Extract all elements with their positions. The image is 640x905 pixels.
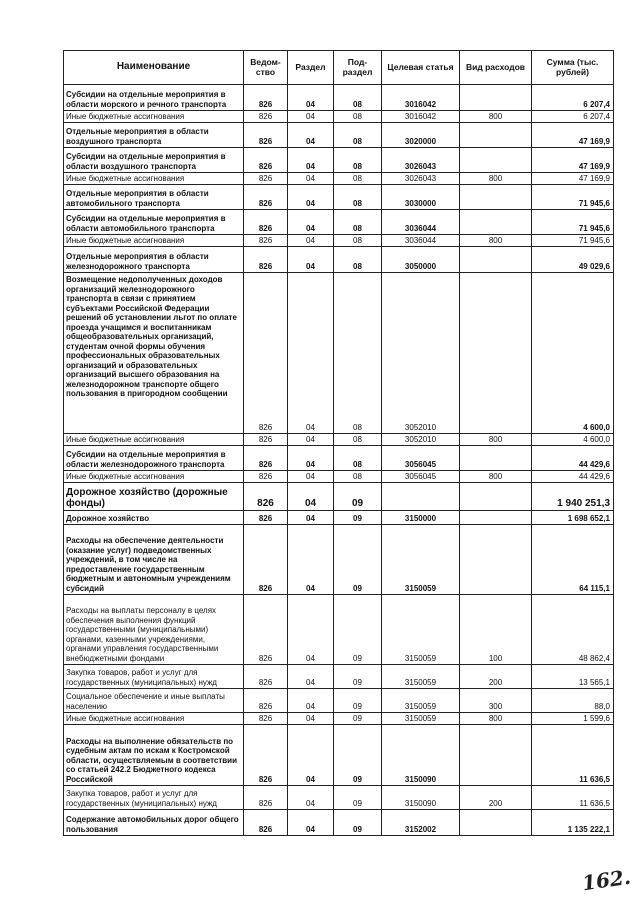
cell-subsection: 09	[334, 595, 382, 665]
cell-type: 800	[460, 713, 532, 725]
table-row	[64, 148, 614, 173]
cell-dept: 826	[244, 148, 288, 173]
cell-type	[460, 273, 532, 434]
cell-section: 04	[288, 483, 334, 511]
cell-section: 04	[288, 210, 334, 235]
cell-name: Субсидии на отдельные мероприятия в области железнодорожного транспорта	[64, 446, 244, 471]
header-row	[64, 51, 614, 85]
cell-sum: 44 429,6	[532, 471, 614, 483]
cell-target: 3150059	[382, 713, 460, 725]
cell-name: Социальное обеспечение и иные выплаты населению	[64, 689, 244, 713]
cell-target: 3056045	[382, 446, 460, 471]
cell-target: 3150000	[382, 511, 460, 525]
cell-target: 3150090	[382, 786, 460, 810]
cell-target: 3150090	[382, 725, 460, 786]
table-row	[64, 273, 614, 434]
cell-sum: 1 698 652,1	[532, 511, 614, 525]
cell-target: 3036044	[382, 210, 460, 235]
cell-dept: 826	[244, 511, 288, 525]
cell-section: 04	[288, 595, 334, 665]
cell-type	[460, 123, 532, 148]
header-sum: Сумма (тыс. рублей)	[532, 51, 614, 85]
cell-subsection: 09	[334, 525, 382, 595]
cell-name: Субсидии на отдельные мероприятия в области морского и речного транспорта	[64, 85, 244, 111]
cell-sum: 71 945,6	[532, 185, 614, 210]
cell-subsection: 08	[334, 85, 382, 111]
cell-section: 04	[288, 665, 334, 689]
cell-dept: 826	[244, 810, 288, 836]
cell-dept: 826	[244, 210, 288, 235]
header-target: Целевая статья	[382, 51, 460, 85]
cell-target: 3150059	[382, 595, 460, 665]
cell-target: 3020000	[382, 123, 460, 148]
cell-section: 04	[288, 123, 334, 148]
cell-section: 04	[288, 689, 334, 713]
cell-sum: 48 862,4	[532, 595, 614, 665]
cell-subsection: 08	[334, 185, 382, 210]
table-row	[64, 434, 614, 446]
table-row	[64, 665, 614, 689]
cell-dept: 826	[244, 446, 288, 471]
cell-sum: 47 169,9	[532, 148, 614, 173]
cell-dept: 826	[244, 111, 288, 123]
cell-dept: 826	[244, 471, 288, 483]
cell-subsection: 08	[334, 235, 382, 247]
table-row	[64, 471, 614, 483]
cell-sum: 6 207,4	[532, 85, 614, 111]
header-name: Наименование	[64, 51, 244, 85]
cell-section: 04	[288, 185, 334, 210]
cell-subsection: 08	[334, 148, 382, 173]
cell-name: Иные бюджетные ассигнования	[64, 434, 244, 446]
cell-name: Иные бюджетные ассигнования	[64, 111, 244, 123]
cell-section: 04	[288, 810, 334, 836]
page-number: 162.	[580, 864, 633, 896]
table-row	[64, 210, 614, 235]
header-section: Раздел	[288, 51, 334, 85]
cell-type	[460, 483, 532, 511]
cell-sum: 71 945,6	[532, 235, 614, 247]
cell-name: Отдельные мероприятия в области автомобильного транспорта	[64, 185, 244, 210]
cell-name: Расходы на выплаты персоналу в целях обеспечения выполнения функций государственными (муниципальными) органами, казенными учреждениями, органами управления государственными внебюджетными фондами	[64, 595, 244, 665]
cell-target: 3026043	[382, 148, 460, 173]
cell-sum: 13 565,1	[532, 665, 614, 689]
cell-type	[460, 247, 532, 273]
table-row	[64, 483, 614, 511]
cell-subsection: 09	[334, 689, 382, 713]
cell-target: 3030000	[382, 185, 460, 210]
table-row	[64, 111, 614, 123]
cell-dept: 826	[244, 525, 288, 595]
table-row	[64, 446, 614, 471]
cell-sum: 88,0	[532, 689, 614, 713]
cell-subsection: 08	[334, 173, 382, 185]
cell-section: 04	[288, 511, 334, 525]
cell-section: 04	[288, 111, 334, 123]
cell-dept: 826	[244, 247, 288, 273]
cell-subsection: 09	[334, 810, 382, 836]
cell-sum: 44 429,6	[532, 446, 614, 471]
cell-target: 3150059	[382, 525, 460, 595]
cell-type: 800	[460, 471, 532, 483]
cell-type	[460, 810, 532, 836]
cell-dept: 826	[244, 185, 288, 210]
cell-type	[460, 210, 532, 235]
cell-target: 3150059	[382, 689, 460, 713]
cell-sum: 1 940 251,3	[532, 483, 614, 511]
cell-name: Дорожное хозяйство (дорожные фонды)	[64, 483, 244, 511]
cell-sum: 6 207,4	[532, 111, 614, 123]
cell-type: 800	[460, 434, 532, 446]
cell-name: Иные бюджетные ассигнования	[64, 173, 244, 185]
cell-type: 300	[460, 689, 532, 713]
cell-section: 04	[288, 713, 334, 725]
table-row	[64, 85, 614, 111]
cell-sum: 4 600,0	[532, 434, 614, 446]
cell-type	[460, 185, 532, 210]
cell-section: 04	[288, 471, 334, 483]
cell-name: Иные бюджетные ассигнования	[64, 713, 244, 725]
cell-section: 04	[288, 85, 334, 111]
cell-dept: 826	[244, 123, 288, 148]
table-row	[64, 689, 614, 713]
cell-subsection: 08	[334, 471, 382, 483]
cell-target: 3016042	[382, 85, 460, 111]
table-row	[64, 185, 614, 210]
cell-sum: 47 169,9	[532, 123, 614, 148]
table-row	[64, 713, 614, 725]
cell-section: 04	[288, 148, 334, 173]
table-row	[64, 725, 614, 786]
cell-section: 04	[288, 247, 334, 273]
cell-sum: 1 599,6	[532, 713, 614, 725]
cell-dept: 826	[244, 689, 288, 713]
cell-target: 3016042	[382, 111, 460, 123]
cell-name: Отдельные мероприятия в области железнодорожного транспорта	[64, 247, 244, 273]
cell-target: 3052010	[382, 434, 460, 446]
cell-target: 3050000	[382, 247, 460, 273]
table-row	[64, 786, 614, 810]
cell-name: Иные бюджетные ассигнования	[64, 471, 244, 483]
cell-subsection: 09	[334, 483, 382, 511]
cell-name: Расходы на обеспечение деятельности (оказание услуг) подведомственных учреждений, в том числе на предоставление государственным бюджетным и автономным учреждениям субсидий	[64, 525, 244, 595]
cell-name: Закупка товаров, работ и услуг для государственных (муниципальных) нужд	[64, 786, 244, 810]
cell-target: 3026043	[382, 173, 460, 185]
table-row	[64, 511, 614, 525]
cell-name: Возмещение недополученных доходов организаций железнодорожного транспорта в связи с принятием субъектами Российской Федерации решений об установлении льгот по оплате проезда учащимся и воспитанникам общеобразовательных организаций, студентам очной формы обучения профессиональных образовательных организаций и образовательных организаций высшего образования на железнодорожном транспорте общего пользования в пригородном сообщении	[64, 273, 244, 434]
header-dept: Ведом-ство	[244, 51, 288, 85]
cell-section: 04	[288, 173, 334, 185]
cell-name: Субсидии на отдельные мероприятия в области автомобильного транспорта	[64, 210, 244, 235]
cell-target: 3150059	[382, 665, 460, 689]
cell-section: 04	[288, 786, 334, 810]
cell-type	[460, 148, 532, 173]
cell-name: Субсидии на отдельные мероприятия в области воздушного транспорта	[64, 148, 244, 173]
cell-type	[460, 446, 532, 471]
cell-section: 04	[288, 235, 334, 247]
cell-target	[382, 483, 460, 511]
cell-subsection: 08	[334, 111, 382, 123]
cell-subsection: 09	[334, 511, 382, 525]
cell-dept: 826	[244, 786, 288, 810]
cell-dept: 826	[244, 595, 288, 665]
cell-subsection: 08	[334, 273, 382, 434]
table-row	[64, 525, 614, 595]
cell-dept: 826	[244, 725, 288, 786]
cell-subsection: 09	[334, 665, 382, 689]
cell-subsection: 08	[334, 247, 382, 273]
header-subsection: Под-раздел	[334, 51, 382, 85]
cell-section: 04	[288, 434, 334, 446]
table-row	[64, 123, 614, 148]
cell-type: 800	[460, 111, 532, 123]
cell-name: Расходы на выполнение обязательств по судебным актам по искам к Костромской области, осуществляемым в соответствии со статьей 242.2 Бюджетного кодекса Российской	[64, 725, 244, 786]
cell-type	[460, 525, 532, 595]
cell-subsection: 08	[334, 446, 382, 471]
cell-sum: 11 636,5	[532, 725, 614, 786]
cell-dept: 826	[244, 273, 288, 434]
cell-dept: 826	[244, 235, 288, 247]
table-row	[64, 247, 614, 273]
cell-type: 800	[460, 173, 532, 185]
cell-dept: 826	[244, 665, 288, 689]
cell-type	[460, 511, 532, 525]
cell-dept: 826	[244, 483, 288, 511]
cell-subsection: 09	[334, 786, 382, 810]
cell-section: 04	[288, 273, 334, 434]
table-row	[64, 235, 614, 247]
cell-sum: 71 945,6	[532, 210, 614, 235]
cell-subsection: 08	[334, 434, 382, 446]
table-row	[64, 810, 614, 836]
cell-sum: 11 636,5	[532, 786, 614, 810]
cell-name: Отдельные мероприятия в области воздушного транспорта	[64, 123, 244, 148]
cell-name: Содержание автомобильных дорог общего пользования	[64, 810, 244, 836]
budget-table	[63, 50, 614, 836]
cell-subsection: 08	[334, 123, 382, 148]
cell-name: Дорожное хозяйство	[64, 511, 244, 525]
cell-dept: 826	[244, 85, 288, 111]
cell-type: 100	[460, 595, 532, 665]
cell-dept: 826	[244, 173, 288, 185]
cell-name: Закупка товаров, работ и услуг для государственных (муниципальных) нужд	[64, 665, 244, 689]
cell-type: 800	[460, 235, 532, 247]
cell-target: 3052010	[382, 273, 460, 434]
cell-dept: 826	[244, 713, 288, 725]
cell-subsection: 09	[334, 713, 382, 725]
cell-sum: 49 029,6	[532, 247, 614, 273]
cell-name: Иные бюджетные ассигнования	[64, 235, 244, 247]
cell-type	[460, 85, 532, 111]
cell-subsection: 09	[334, 725, 382, 786]
cell-target: 3036044	[382, 235, 460, 247]
table-row	[64, 595, 614, 665]
cell-sum: 47 169,9	[532, 173, 614, 185]
cell-sum: 1 135 222,1	[532, 810, 614, 836]
cell-section: 04	[288, 446, 334, 471]
cell-target: 3056045	[382, 471, 460, 483]
cell-type: 200	[460, 786, 532, 810]
cell-section: 04	[288, 525, 334, 595]
table-row	[64, 173, 614, 185]
cell-section: 04	[288, 725, 334, 786]
cell-type: 200	[460, 665, 532, 689]
cell-target: 3152002	[382, 810, 460, 836]
cell-sum: 4 600,0	[532, 273, 614, 434]
cell-subsection: 08	[334, 210, 382, 235]
cell-type	[460, 725, 532, 786]
cell-sum: 64 115,1	[532, 525, 614, 595]
cell-dept: 826	[244, 434, 288, 446]
header-type: Вид расходов	[460, 51, 532, 85]
